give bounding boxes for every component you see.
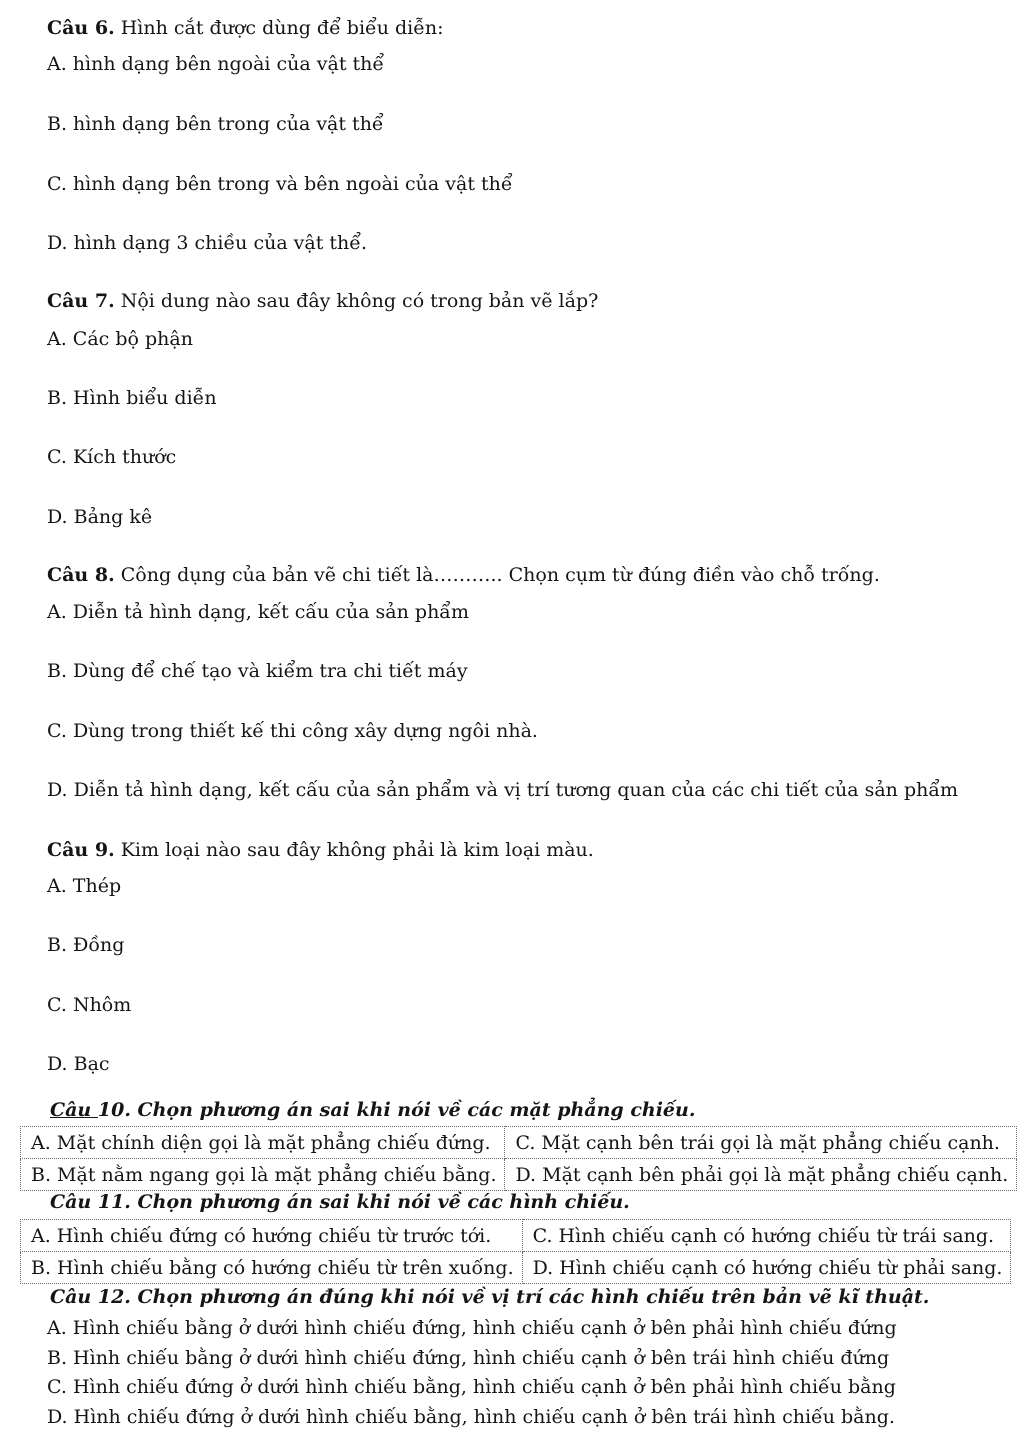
question-6-label: Câu 6.	[47, 17, 115, 39]
q12-option-d: D. Hình chiếu đứng ở dưới hình chiếu bằng, hình chiếu cạnh ở bên trái hình chiếu bằng.	[47, 1406, 895, 1428]
question-12: Câu 12. Chọn phương án đúng khi nói về vị trí các hình chiếu trên bản vẽ kĩ thuật.	[50, 1286, 930, 1308]
q9-option-d: D. Bạc	[47, 1053, 110, 1075]
table-row	[21, 1220, 1011, 1252]
q10-option-d: D. Mặt cạnh bên phải gọi là mặt phẳng chiếu cạnh.	[505, 1159, 1017, 1191]
question-9-text: Kim loại nào sau đây không phải là kim loại màu.	[114, 839, 594, 861]
q10-option-c: C. Mặt cạnh bên trái gọi là mặt phẳng chiếu cạnh.	[505, 1127, 1017, 1159]
question-11: Câu 11. Chọn phương án sai khi nói về các hình chiếu.	[50, 1191, 630, 1213]
q7-option-c: C. Kích thước	[47, 446, 177, 468]
table-row	[21, 1159, 1017, 1191]
q6-option-c: C. hình dạng bên trong và bên ngoài của vật thể	[47, 173, 513, 195]
q12-option-b: B. Hình chiếu bằng ở dưới hình chiếu đứng, hình chiếu cạnh ở bên trái hình chiếu đứng	[47, 1347, 890, 1369]
question-9-label: Câu 9.	[47, 839, 115, 861]
q12-option-a: A. Hình chiếu bằng ở dưới hình chiếu đứng, hình chiếu cạnh ở bên phải hình chiếu đứng	[47, 1317, 897, 1339]
question-10-label: Câu	[50, 1099, 98, 1121]
q6-option-a: A. hình dạng bên ngoài của vật thể	[47, 53, 385, 75]
question-9	[47, 838, 594, 862]
q12-option-c: C. Hình chiếu đứng ở dưới hình chiếu bằng, hình chiếu cạnh ở bên phải hình chiếu bằng	[47, 1376, 896, 1398]
q8-option-d: D. Diễn tả hình dạng, kết cấu của sản phẩm và vị trí tương quan của các chi tiết của sản phẩm	[47, 779, 959, 801]
question-7	[47, 289, 598, 313]
question-7-label: Câu 7.	[47, 290, 115, 312]
q11-option-c: C. Hình chiếu cạnh có hướng chiếu từ trái sang.	[522, 1220, 1011, 1252]
table-row	[21, 1252, 1011, 1284]
question-7-text: Nội dung nào sau đây không có trong bản vẽ lắp?	[114, 290, 599, 312]
question-8-text: Công dụng của bản vẽ chi tiết là……….. Chọn cụm từ đúng điền vào chỗ trống.	[114, 564, 880, 586]
question-8-label: Câu 8.	[47, 564, 115, 586]
q10-option-b: B. Mặt nằm ngang gọi là mặt phẳng chiếu bằng.	[21, 1159, 505, 1191]
q8-option-b: B. Dùng để chế tạo và kiểm tra chi tiết máy	[47, 660, 468, 682]
q9-option-a: A. Thép	[47, 875, 122, 897]
question-6-text: Hình cắt được dùng để biểu diễn:	[114, 17, 444, 39]
q8-option-c: C. Dùng trong thiết kế thi công xây dựng ngôi nhà.	[47, 720, 538, 742]
q9-option-b: B. Đồng	[47, 934, 125, 956]
question-8	[47, 563, 880, 587]
table-row	[21, 1127, 1017, 1159]
q6-option-b: B. hình dạng bên trong của vật thể	[47, 113, 384, 135]
question-10-options-table	[20, 1126, 1017, 1191]
question-10	[50, 1098, 695, 1122]
q7-option-d: D. Bảng kê	[47, 506, 153, 528]
q9-option-c: C. Nhôm	[47, 994, 132, 1016]
q11-option-a: A. Hình chiếu đứng có hướng chiếu từ trước tới.	[21, 1220, 523, 1252]
q8-option-a: A. Diễn tả hình dạng, kết cấu của sản phẩm	[47, 601, 469, 623]
q7-option-a: A. Các bộ phận	[47, 328, 193, 350]
q7-option-b: B. Hình biểu diễn	[47, 387, 217, 409]
q11-option-b: B. Hình chiếu bằng có hướng chiếu từ trên xuống.	[21, 1252, 523, 1284]
q11-option-d: D. Hình chiếu cạnh có hướng chiếu từ phải sang.	[522, 1252, 1011, 1284]
question-10-text: 10. Chọn phương án sai khi nói về các mặt phẳng chiếu.	[97, 1099, 696, 1121]
q6-option-d: D. hình dạng 3 chiều của vật thể.	[47, 232, 368, 254]
question-11-options-table	[20, 1219, 1011, 1284]
question-6	[47, 16, 444, 40]
q10-option-a: A. Mặt chính diện gọi là mặt phẳng chiếu đứng.	[21, 1127, 505, 1159]
